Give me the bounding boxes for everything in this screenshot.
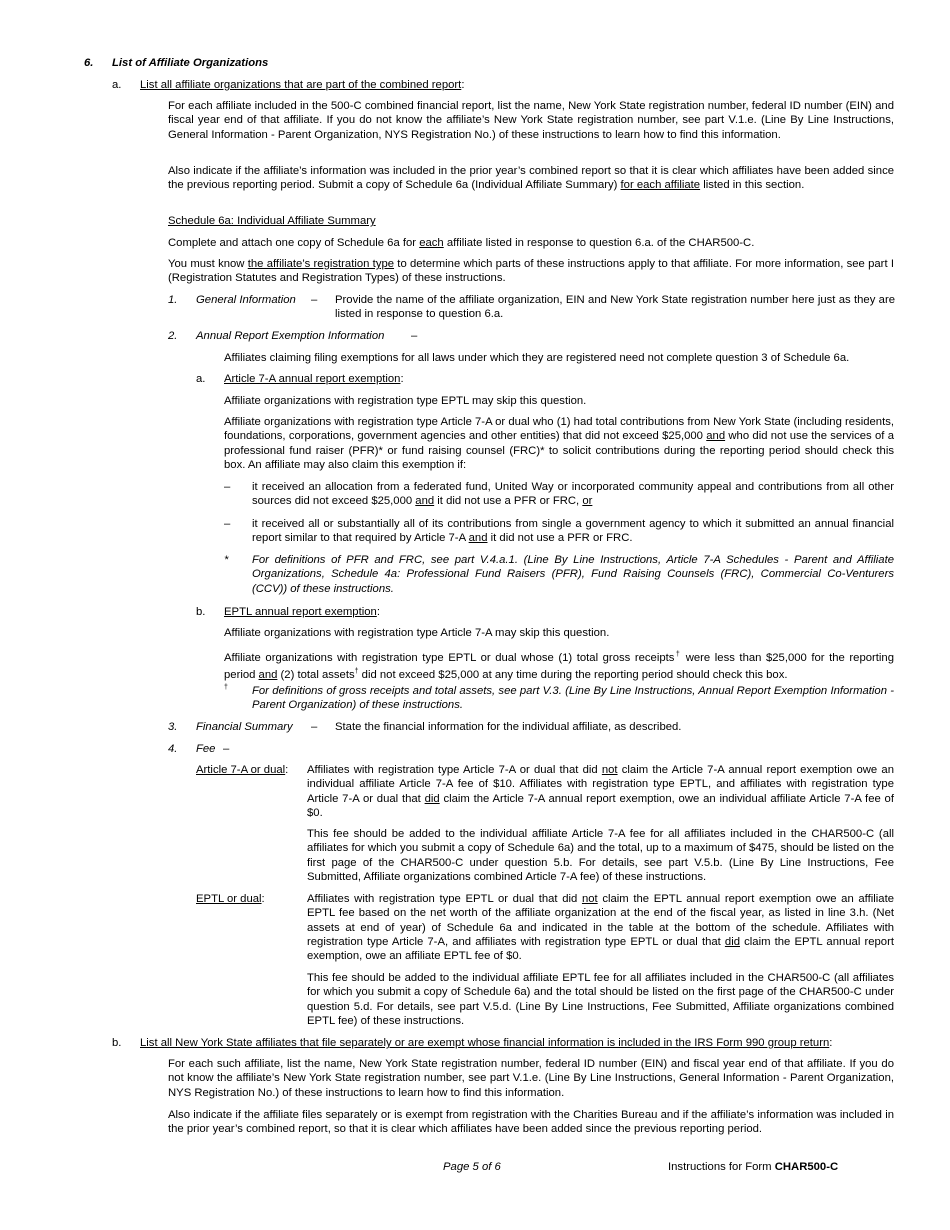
star-note-text: For definitions of PFR and FRC, see part V.4.a.1. (Line By Line Instructions, Article 7-A Schedules - Parent and Affiliate Organizations, Schedule 4a: Professional Fund Raisers (PFR), Fund Raising Counsels (FRC), Commercial Co-Venturers (CCV)) of these instructions.: [252, 554, 894, 595]
eptl-p1-text-end: claim the EPTL annual report exemption, owe an affiliate EPTL fee of $0.: [307, 935, 894, 963]
b-p2-text-mid: were less than $25,000 for the reporting period: [224, 651, 894, 681]
item-2a-marker: a.: [196, 373, 206, 385]
b1-underlined: and: [415, 495, 435, 508]
item-2b-colon: :: [376, 606, 380, 618]
part-a-marker: a.: [112, 79, 122, 91]
item-1-dash: –: [311, 294, 318, 306]
dagger-footnote: [224, 684, 894, 714]
item-2a-paragraph-2: [224, 415, 894, 472]
bullet-2: [224, 517, 894, 547]
item-4-heading: [168, 742, 368, 758]
dagger-mark-1: †: [674, 651, 682, 658]
item-4-dash: –: [223, 743, 230, 755]
bullet-1-dash: –: [224, 481, 231, 493]
fee-article7a-colon: :: [285, 764, 289, 776]
eptl-p1-text-mid: claim the EPTL annual report exemption owe an affiliate EPTL fee based on the net worth of the affiliate organization at the end of the fiscal year, as listed in line 3.h. (Net assets at end of year) of Schedule 6a and indicated in the table at the bottom of the schedule. Affiliates with registration type Article 7-A, and affiliates with registration type EPTL or dual that: [307, 893, 894, 948]
eptl-p1-text: Affiliates with registration type EPTL or dual that did: [307, 893, 582, 905]
item-2a-paragraph-1: Affiliate organizations with registration type EPTL may skip this question.: [224, 395, 587, 407]
art-p1-text-end: claim the Article 7-A annual report exemption, owe an individual affiliate Article 7-A fee of $0.: [307, 792, 894, 819]
item-3-number: 3.: [168, 721, 178, 733]
art-p1-did: did: [424, 792, 440, 805]
fee-eptl-paragraph-1: [307, 892, 894, 963]
section-title: List of Affiliate Organizations: [112, 57, 269, 69]
art-p1-text: Affiliates with registration type Article 7-A or dual that did: [307, 764, 602, 776]
b2-underlined: and: [468, 532, 488, 545]
fee-eptl-label: EPTL or dual: [196, 893, 262, 905]
item-3-dash: –: [311, 721, 318, 733]
item-1-label: General Information: [196, 294, 296, 306]
b1-underlined-or: or: [582, 495, 593, 508]
item-2b-heading: [196, 605, 796, 621]
dagger-marker: †: [224, 684, 228, 691]
b-p2-text-mid2: (2) total assets: [277, 668, 355, 681]
item-2a-heading: [196, 372, 796, 388]
item-1-number: 1.: [168, 294, 178, 306]
fee-eptl-colon: :: [261, 893, 265, 905]
bullet-2-text: [252, 517, 894, 546]
part-b-colon: :: [829, 1037, 833, 1049]
fee-article7a-paragraph-1: [307, 763, 894, 820]
a-p2-text-end: who did not use the services of a professional fund raiser (PFR)* or fund raising counsel (FRC)* to solicit contributions during the reporting period should check this box. An affiliate may also claim this exemption if:: [224, 430, 894, 471]
fee-article7a: [196, 763, 894, 883]
item-2a-colon: :: [400, 373, 404, 385]
item-2-heading: [168, 329, 896, 345]
part-b-title: List all New York State affiliates that file separately or are exempt whose financial information is included in the IRS Form 990 group return: [140, 1037, 830, 1049]
part-a-colon: :: [461, 79, 465, 91]
item-1-text: Provide the name of the affiliate organization, EIN and New York State registration number here just as they are listed in response to question 6.a.: [335, 294, 895, 321]
item-1: [168, 293, 896, 323]
bullet-1: [224, 480, 894, 510]
item-2b-title: EPTL annual report exemption: [224, 606, 377, 618]
item-2b-marker: b.: [196, 606, 206, 618]
item-4-label: Fee: [196, 743, 216, 755]
item-4-number: 4.: [168, 743, 178, 755]
bullet-2-dash: –: [224, 518, 231, 530]
page-number: Page 5 of 6: [443, 1161, 501, 1173]
p3-text-end: affiliate listed in response to question 6.a. of the CHAR500-C.: [443, 237, 755, 249]
item-3-label: Financial Summary: [196, 721, 293, 733]
dagger-mark-2: †: [354, 668, 359, 676]
dagger-note-text: For definitions of gross receipts and total assets, see part V.3. (Line By Line Instructions, Annual Report Exemption Information - Parent Organization) of these instructions.: [252, 685, 894, 712]
p4-text: You must know: [168, 258, 248, 270]
item-2-number: 2.: [168, 330, 178, 342]
part-b-marker: b.: [112, 1037, 122, 1049]
p4-underlined: the affiliate’s registration type: [247, 258, 395, 270]
b-p2-text: Affiliate organizations with registration type EPTL or dual whose (1) total gross receipts: [224, 651, 675, 664]
form-name-footer: [668, 1160, 838, 1174]
b1-text: it received an allocation from a federated fund, United Way or incorporated community appeal and contributions from all other sources did not exceed $25,000: [252, 481, 894, 508]
part-a-paragraph-1: For each affiliate included in the 500-C combined financial report, list the name, New York State registration number, federal ID number (EIN) and fiscal year end of that affiliate. If you do not know the affiliate’s New York State registration number, see part V.1.e. (Line By Line Instructions, General Information - Parent Organization, NYS Registration No.) of these instructions to learn how to find this information.: [168, 100, 894, 141]
bullet-1-text: [252, 480, 894, 509]
footer-form-code: CHAR500-C: [774, 1161, 839, 1173]
part-b-paragraph-1: For each such affiliate, list the name, New York State registration number, federal ID number (EIN) and fiscal year end of that affiliate. If you do not know the affiliate’s New York State registration number, see part V.1.e. (Line By Line Instructions, General Information - Parent Organization, NYS Registration No.) of these instructions to learn how to find this information.: [168, 1058, 894, 1099]
b2-text-end: it did not use a PFR or FRC.: [487, 532, 633, 545]
part-b-paragraph-2: Also indicate if the affiliate files separately or is exempt from registration with the Charities Bureau and if the affiliate’s information was included in the prior year’s combined report, so that it is clear which affiliates have been added since the previous reporting period.: [168, 1109, 894, 1136]
part-a-title: List all affiliate organizations that are part of the combined report: [140, 79, 462, 91]
fee-article7a-paragraph-2: This fee should be added to the individual affiliate Article 7-A fee for all affiliates included in the CHAR500-C (all affiliates for which you submit a copy of Schedule 6a) and the total, up to a maximum of $475, should be listed on the first page of the CHAR500-C under question 5.b. For details, see part V.5.b. (Line By Line Instructions, Fee Submitted, Affiliate organizations combined Article 7-A fee) of these instructions.: [307, 828, 894, 883]
art-p1-text-mid: claim the Article 7-A annual report exemption owe an individual affiliate Article 7-A fee of $10. Affiliates with registration type EPTL, and affiliates with registration type Article 7-A or dual that: [307, 764, 894, 805]
part-a-paragraph-3: [168, 236, 894, 250]
item-3: [168, 720, 896, 736]
part-a-paragraph-4: [168, 257, 894, 286]
fee-eptl: [196, 892, 894, 1028]
p4-text-end: to determine which parts of these instructions apply to that affiliate. For more information, see part I (Registration Statutes and Registration Types) of these instructions.: [168, 258, 894, 285]
p3-underlined: each: [419, 237, 444, 249]
art-p1-not: not: [601, 764, 618, 776]
a-p2-text: Affiliate organizations with registration type Article 7-A or dual who (1) had total contributions from New York State (including residents, foundations, corporations, government agencies and other entities) that did not exceed $25,000: [224, 416, 894, 443]
footer-form-prefix: Instructions for Form: [668, 1161, 775, 1173]
eptl-p1-did: did: [724, 935, 740, 948]
section-number: 6.: [84, 57, 94, 69]
schedule-6a-heading: Schedule 6a: Individual Affiliate Summary: [168, 215, 376, 227]
eptl-p1-not: not: [581, 893, 598, 905]
item-2-dash: –: [411, 330, 418, 342]
star-marker: *: [224, 554, 229, 566]
b2-text: it received all or substantially all of its contributions from single a government agency to which it submitted an annual financial report similar to that required by Article 7-A: [252, 518, 894, 545]
b-p2-underlined: and: [258, 668, 278, 681]
part-a-paragraph-2: [168, 164, 894, 193]
item-2a-title: Article 7-A annual report exemption: [224, 373, 401, 385]
part-b-heading: [112, 1036, 912, 1052]
star-footnote: [224, 553, 894, 598]
item-3-text: State the financial information for the individual affiliate, as described.: [335, 721, 682, 733]
item-2b-paragraph-2: [224, 648, 894, 682]
p2-text-end: listed in this section.: [700, 179, 805, 192]
item-2-intro: Affiliates claiming filing exemptions for all laws under which they are registered need not complete question 3 of Schedule 6a.: [224, 352, 850, 364]
fee-article7a-label: Article 7-A or dual: [196, 764, 286, 776]
fee-eptl-paragraph-2: This fee should be added to the individual affiliate EPTL fee for all affiliates included in the CHAR500-C (all affiliates for which you submit a copy of Schedule 6a) and the total should be listed on the first page of the CHAR500-C under question 5.d. For details, see part V.5.d. (Line By Line Instructions, Fee Submitted, Affiliate organizations combined EPTL fee) of these instructions.: [307, 972, 894, 1027]
p3-text: Complete and attach one copy of Schedule 6a for: [168, 237, 420, 249]
item-2b-paragraph-1: Affiliate organizations with registration type Article 7-A may skip this question.: [224, 627, 610, 639]
p2-text: Also indicate if the affiliate’s information was included in the prior year’s combined report so that it is clear which affiliates have been added since the previous reporting period. Submit a copy of Schedule 6a (Individual Affiliate Summary): [168, 165, 894, 192]
p2-underlined: for each affiliate: [620, 179, 701, 192]
b-p2-text-end: did not exceed $25,000 at any time during the reporting period should check this box.: [358, 668, 788, 681]
a-p2-underlined: and: [706, 430, 726, 443]
item-2-label: Annual Report Exemption Information: [196, 330, 385, 342]
b1-text-mid: it did not use a PFR or FRC,: [434, 495, 583, 508]
